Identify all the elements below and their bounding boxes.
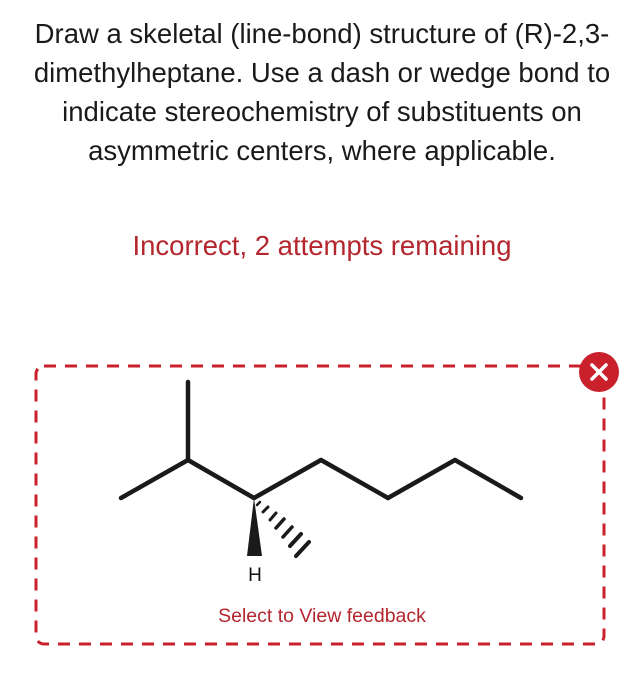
hydrogen-atom-label: H	[248, 565, 262, 586]
bond-c4-c5	[321, 460, 388, 498]
bond-c1-c2	[121, 460, 188, 498]
question-text: Draw a skeletal (line-bond) structure of (R)-2,3-dimethylheptane. Use a dash or wedge bond to indicate stereochemistry of substituents on asymmetric centers, where applicable.	[33, 18, 611, 166]
bond-c5-c6	[388, 460, 455, 498]
close-button[interactable]	[579, 352, 619, 392]
bond-c3-c4	[254, 460, 321, 498]
x-icon	[579, 352, 619, 392]
dash-bond-methyl	[257, 502, 309, 556]
view-feedback-link[interactable]: Select to View feedback	[218, 605, 426, 627]
bond-c2-c3	[188, 460, 254, 498]
bond-c6-c7	[455, 460, 521, 498]
attempt-status: Incorrect, 2 attempts remaining	[132, 230, 512, 261]
wedge-bond-h	[247, 498, 262, 556]
